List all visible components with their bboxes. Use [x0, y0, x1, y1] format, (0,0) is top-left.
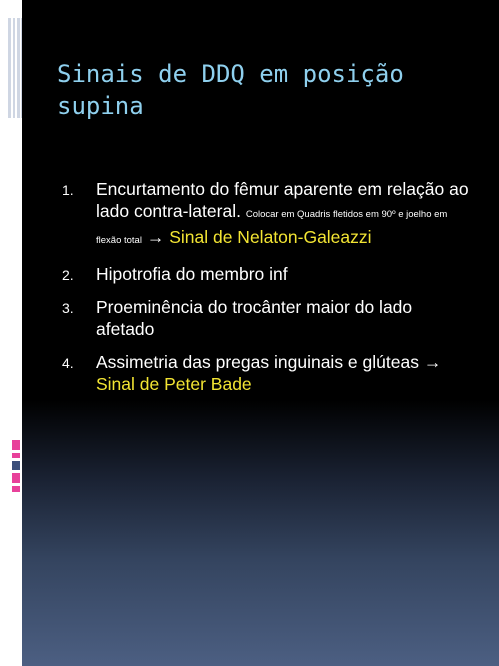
- item-number: 1.: [62, 182, 74, 198]
- item-text: Assimetria das pregas inguinais e glúteas: [96, 352, 419, 372]
- list-item: [62, 263, 472, 285]
- arrow-icon: →: [423, 352, 442, 372]
- signs-list: [62, 178, 472, 406]
- item-number: 2.: [62, 267, 74, 283]
- list-item: [62, 178, 472, 252]
- item-text: Hipotrofia do membro inf: [96, 264, 288, 284]
- item-note: Colocar em Quadris fletidos em 90º e joelho em flexão total: [96, 209, 448, 246]
- item-number: 4.: [62, 355, 74, 371]
- decorative-vertical-lines: [8, 18, 24, 118]
- slide-title: Sinais de DDQ em posição supina: [57, 60, 404, 120]
- item-text: Encurtamento do fêmur aparente em relação ao lado contra-lateral.: [96, 179, 469, 221]
- item-sign: Sinal de Peter Bade: [96, 374, 252, 394]
- item-number: 3.: [62, 300, 74, 316]
- arrow-icon: →: [146, 227, 165, 247]
- decorative-color-blocks: [12, 440, 20, 494]
- item-text: Proeminência do trocânter maior do lado afetado: [96, 297, 413, 339]
- list-item: [62, 296, 472, 340]
- item-sign: Sinal de Nelaton-Galeazzi: [169, 227, 372, 247]
- list-item: [62, 351, 472, 395]
